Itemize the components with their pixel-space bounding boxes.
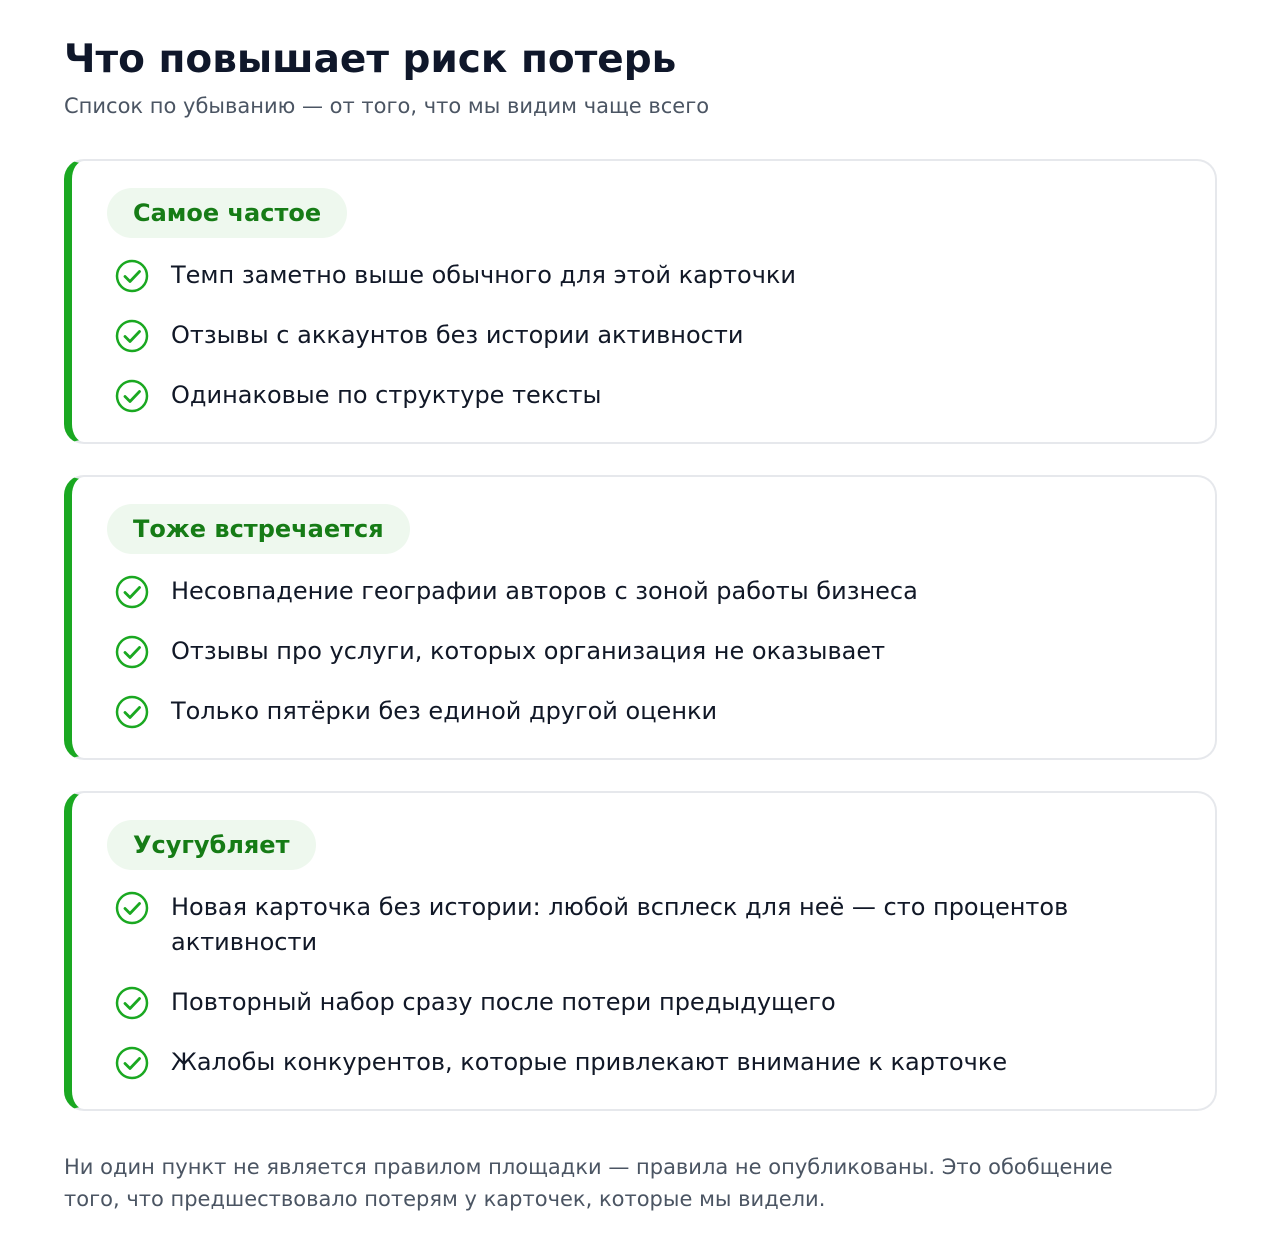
- check-circle-icon: [115, 986, 149, 1020]
- check-circle-icon: [115, 1046, 149, 1080]
- list-item: [115, 634, 1195, 669]
- risk-list: [115, 890, 1195, 1080]
- list-item-text: Только пятёрки без единой другой оценки: [171, 697, 718, 725]
- check-circle-icon: [115, 891, 149, 925]
- list-item: [115, 985, 1195, 1020]
- group-badge: Усугубляет: [107, 820, 316, 870]
- risk-group-card-also-occurs: [64, 475, 1217, 760]
- risk-group-card-most-frequent: [64, 159, 1217, 444]
- page-title: Что повышает риск потерь: [64, 37, 677, 82]
- group-badge: Тоже встречается: [107, 504, 410, 554]
- list-item-text: Новая карточка без истории: любой всплеск для неё — сто процентов активности: [171, 893, 1069, 956]
- list-item-text: Жалобы конкурентов, которые привлекают внимание к карточке: [171, 1048, 1008, 1076]
- list-item: [115, 890, 1195, 960]
- list-item: [115, 258, 1195, 293]
- list-item-text: Несовпадение географии авторов с зоной работы бизнеса: [171, 577, 918, 605]
- list-item: [115, 378, 1195, 413]
- list-item-text: Повторный набор сразу после потери предыдущего: [171, 988, 836, 1016]
- footnote: Ни один пункт не является правилом площадки — правила не опубликованы. Это обобщение того, что предшествовало потерям у карточек, которые мы видели.: [64, 1155, 1113, 1211]
- check-circle-icon: [115, 379, 149, 413]
- check-circle-icon: [115, 635, 149, 669]
- list-item: [115, 574, 1195, 609]
- check-circle-icon: [115, 259, 149, 293]
- list-item-text: Отзывы с аккаунтов без истории активности: [171, 321, 744, 349]
- check-circle-icon: [115, 319, 149, 353]
- risk-group-card-aggravates: [64, 791, 1217, 1111]
- list-item-text: Одинаковые по структуре тексты: [171, 381, 602, 409]
- check-circle-icon: [115, 575, 149, 609]
- group-badge: Самое частое: [107, 188, 347, 238]
- list-item: [115, 318, 1195, 353]
- list-item: [115, 1045, 1195, 1080]
- page-subtitle: Список по убыванию — от того, что мы видим чаще всего: [64, 94, 710, 118]
- list-item-text: Отзывы про услуги, которых организация не оказывает: [171, 637, 886, 665]
- list-item-text: Темп заметно выше обычного для этой карточки: [171, 261, 796, 289]
- risk-list: [115, 258, 1195, 413]
- check-circle-icon: [115, 695, 149, 729]
- list-item: [115, 694, 1195, 729]
- risk-list: [115, 574, 1195, 729]
